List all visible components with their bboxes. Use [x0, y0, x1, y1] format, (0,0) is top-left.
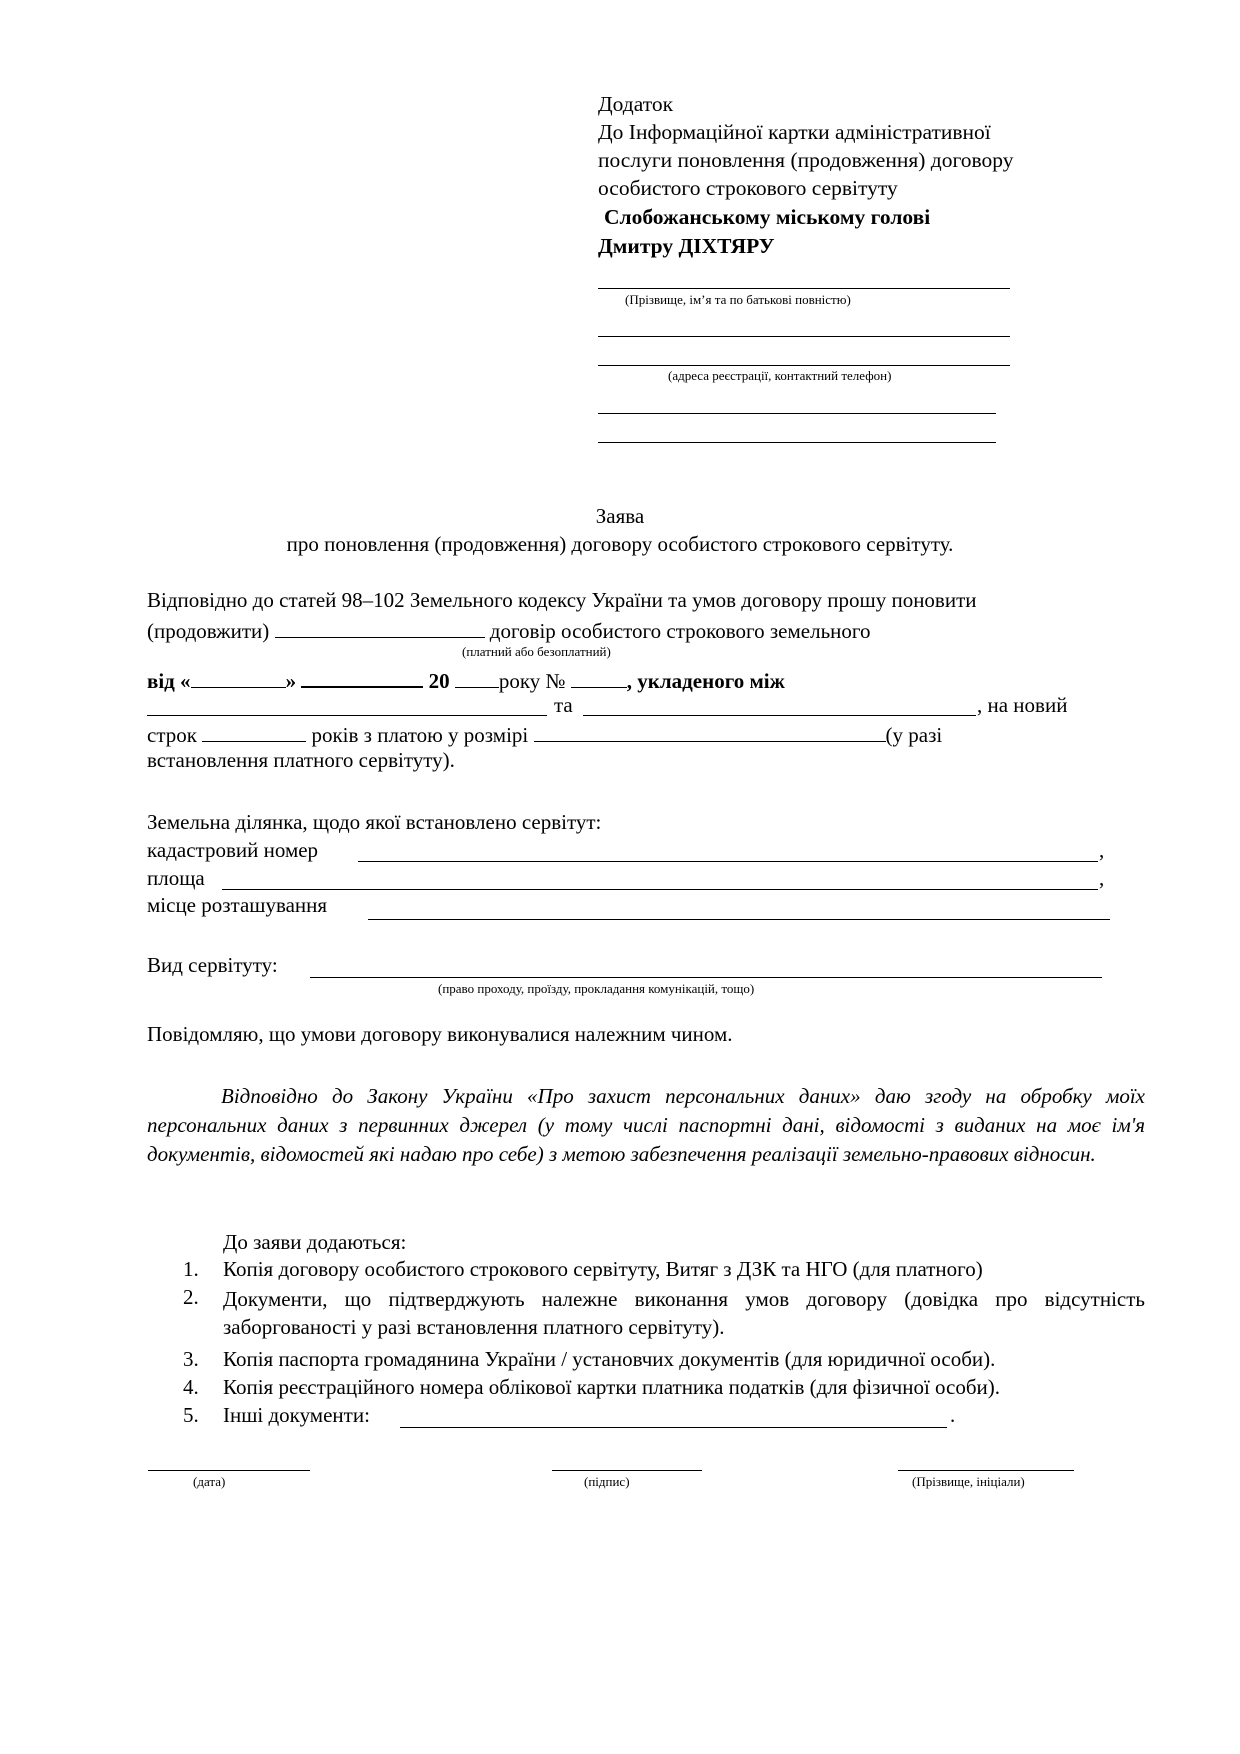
attachment-item: Інші документи:	[223, 1403, 370, 1427]
address-field-2[interactable]	[598, 365, 1010, 366]
concluded-between-label: , укладеного між	[626, 669, 785, 693]
request-line-6: встановлення платного сервітуту).	[147, 748, 455, 772]
address-caption: (адреса реєстрації, контактний телефон)	[668, 368, 892, 383]
document-subtitle: про поновлення (продовження) договору особистого строкового сервітуту.	[286, 532, 954, 556]
request-line-2	[147, 617, 871, 644]
term-label: строк	[147, 723, 197, 747]
date-open-quote: від «	[147, 669, 191, 693]
year-prefix: 20	[428, 669, 450, 693]
contract-year-field[interactable]	[455, 667, 499, 688]
phone-field-1[interactable]	[598, 413, 996, 414]
location-label: місце розташування	[147, 893, 328, 917]
document-title: Заява	[595, 504, 645, 528]
name-initials-field[interactable]	[898, 1470, 1074, 1471]
attachment-number: 3.	[183, 1347, 199, 1371]
year-number-label: року №	[498, 669, 566, 693]
continue-label: (продовжити)	[147, 619, 270, 643]
attachment-item: Копія договору особистого строкового сервітуту, Витяг з ДЗК та НГО (для платного)	[223, 1257, 983, 1281]
cadastral-label: кадастровий номер	[147, 838, 319, 862]
attachment-number: 1.	[183, 1257, 199, 1281]
servitude-type-field[interactable]	[310, 977, 1102, 978]
fullname-field[interactable]	[598, 288, 1010, 289]
other-documents-period: .	[950, 1403, 956, 1427]
contract-day-field[interactable]	[191, 667, 286, 688]
request-line-1: Відповідно до статей 98–102 Земельного кодексу України та умов договору прошу поновити	[147, 588, 977, 612]
request-line-5	[147, 721, 942, 748]
date-caption: (дата)	[193, 1474, 226, 1489]
fee-label: років з платою у розмірі	[311, 723, 529, 747]
name-initials-caption: (Прізвище, ініціали)	[912, 1474, 1025, 1489]
area-label: площа	[147, 866, 205, 890]
addressee-title: Слобожанському міському голові	[604, 205, 931, 229]
attachment-number: 2.	[183, 1285, 199, 1309]
new-term-label: , на новий	[977, 693, 1068, 717]
appendix-line: особистого строкового сервітуту	[598, 176, 898, 200]
party-1-field[interactable]	[147, 715, 547, 716]
cadastral-comma: ,	[1099, 838, 1105, 862]
servitude-type-caption: (право проходу, проїзду, прокладання комунікацій, тощо)	[438, 981, 755, 996]
cadastral-number-field[interactable]	[358, 861, 1098, 862]
area-field[interactable]	[222, 889, 1098, 890]
location-field[interactable]	[368, 919, 1110, 920]
address-field-1[interactable]	[598, 336, 1010, 337]
attachment-item: Копія паспорта громадянина України / установчих документів (для юридичної особи).	[223, 1347, 996, 1371]
phone-field-2[interactable]	[598, 442, 996, 443]
area-comma: ,	[1099, 866, 1105, 890]
addressee-name: Дмитру ДІХТЯРУ	[598, 234, 775, 258]
signature-caption: (підпис)	[584, 1474, 630, 1489]
contract-month-field[interactable]	[301, 666, 423, 688]
contract-number-field[interactable]	[571, 667, 627, 688]
date-close-quote: »	[285, 669, 297, 693]
contract-type-caption: (платний або безоплатний)	[462, 644, 611, 659]
servitude-type-label: Вид сервітуту:	[147, 953, 278, 977]
contract-type-field[interactable]	[275, 617, 485, 638]
request-line-3	[147, 666, 785, 694]
date-field[interactable]	[148, 1470, 310, 1471]
contract-label: договір особистого строкового земельного	[489, 619, 871, 643]
party-2-field[interactable]	[583, 715, 976, 716]
attachment-item: Копія реєстраційного номера облікової картки платника податків (для фізичної особи).	[223, 1375, 1001, 1399]
compliance-notice: Повідомляю, що умови договору виконувалися належним чином.	[147, 1022, 733, 1046]
attachment-number: 4.	[183, 1375, 199, 1399]
and-label: та	[554, 693, 573, 717]
attachment-item: Документи, що підтверджують належне виконання умов договору (довідка про відсутність заборгованості у разі встановлення платного сервітуту).	[223, 1287, 1145, 1339]
other-documents-field[interactable]	[400, 1427, 947, 1428]
attachment-number: 5.	[183, 1403, 199, 1427]
fee-amount-field[interactable]	[534, 721, 886, 742]
fullname-caption: (Прізвище, ім’я та по батькові повністю)	[625, 292, 851, 307]
attachments-heading: До заяви додаються:	[223, 1230, 407, 1254]
fee-condition-label: (у разі	[885, 723, 943, 747]
personal-data-consent: Відповідно до Закону України «Про захист персональних даних» даю згоду на обробку моїх персональних даних з первинних джерел (у тому числі паспортні дані, відомості з виданих на моє ім'я документів, відомостей які надаю про себе) з метою забезпечення реалізації земельно-правових відносин.	[147, 1084, 1145, 1166]
signature-field[interactable]	[552, 1470, 702, 1471]
term-years-field[interactable]	[202, 721, 306, 742]
appendix-line: послуги поновлення (продовження) договору	[598, 148, 1014, 172]
plot-heading: Земельна ділянка, щодо якої встановлено сервітут:	[147, 810, 602, 834]
appendix-line: До Інформаційної картки адміністративної	[598, 120, 991, 144]
appendix-label: Додаток	[598, 92, 674, 116]
